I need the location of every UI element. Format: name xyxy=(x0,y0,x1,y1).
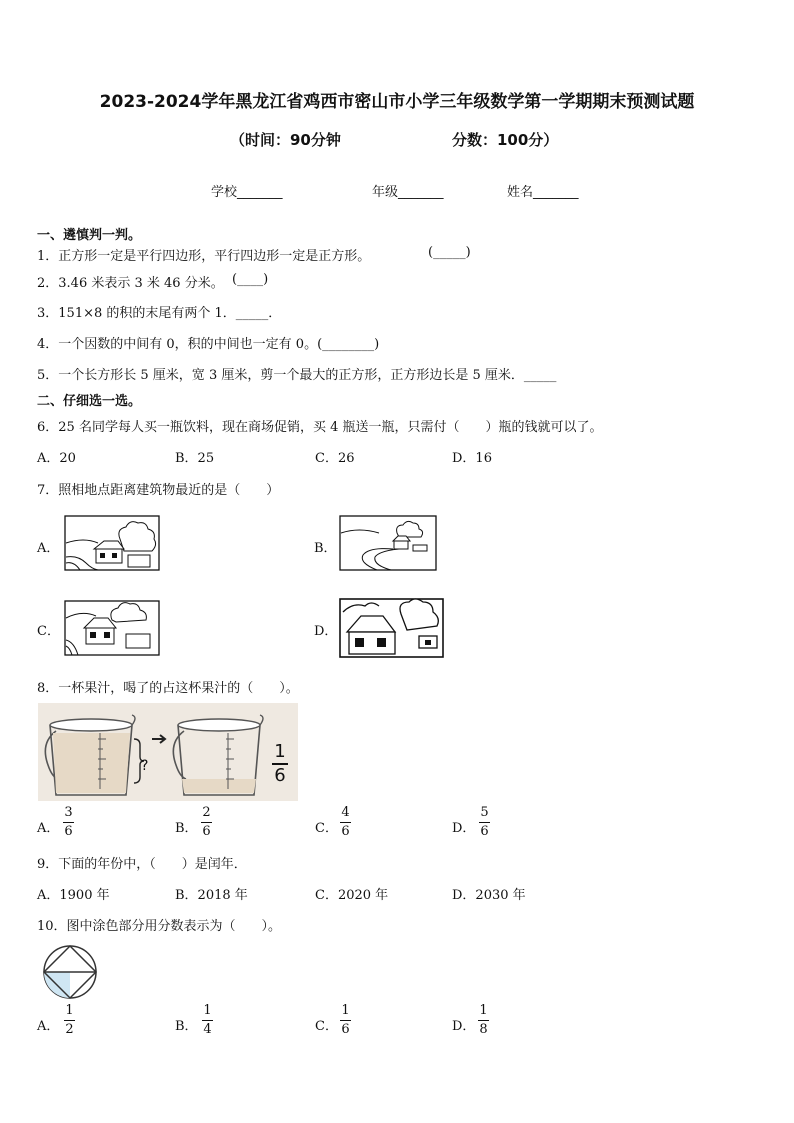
denominator: 2 xyxy=(65,1022,74,1037)
denominator: 6 xyxy=(64,824,73,839)
q6-option-a[interactable]: A．20 xyxy=(37,451,76,466)
q8-option-d-fraction[interactable] xyxy=(479,806,490,839)
juice-cups-illustration xyxy=(38,703,298,801)
denominator: 6 xyxy=(202,824,211,839)
numerator: 1 xyxy=(341,1003,350,1018)
fraction-bar xyxy=(478,1020,489,1021)
denominator: 6 xyxy=(341,824,350,839)
juice-cups-image xyxy=(38,703,298,801)
numerator: 1 xyxy=(479,1003,488,1018)
q10-option-c-label[interactable]: C． xyxy=(315,1019,338,1034)
q9-option-c[interactable]: C．2020 年 xyxy=(315,888,389,903)
q9-option-d[interactable]: D．2030 年 xyxy=(452,888,526,903)
fraction-bar xyxy=(340,1020,351,1021)
answer-blank-1[interactable]: (_____) xyxy=(428,245,471,260)
picture-fraction xyxy=(272,743,288,785)
denominator: 4 xyxy=(203,1022,212,1037)
q10-option-b-label[interactable]: B． xyxy=(175,1019,198,1034)
q8-option-a-label[interactable]: A． xyxy=(37,821,60,836)
name-field[interactable]: 姓名_______ xyxy=(507,185,579,200)
question-3: 3．151×8 的积的末尾有两个 1．_____． xyxy=(37,306,282,321)
q9-option-a[interactable]: A．1900 年 xyxy=(37,888,110,903)
house-photo-a-image xyxy=(64,515,160,571)
fraction-bar xyxy=(340,822,351,823)
q6-option-b[interactable]: B．25 xyxy=(175,451,215,466)
fraction-bar xyxy=(63,822,74,823)
q10-option-a-fraction[interactable] xyxy=(64,1004,75,1037)
numerator: 3 xyxy=(64,805,73,820)
exam-score: 分数：100分） xyxy=(452,131,559,149)
house-photo-c-image xyxy=(64,600,160,656)
question-10: 10．图中涂色部分用分数表示为（ ）。 xyxy=(37,919,282,934)
question-1: 1．正方形一定是平行四边形，平行四边形一定是正方形。 xyxy=(37,249,371,264)
q9-option-b[interactable]: B．2018 年 xyxy=(175,888,248,903)
school-field[interactable]: 学校_______ xyxy=(211,185,283,200)
numerator: 5 xyxy=(480,805,489,820)
q10-option-c-fraction[interactable] xyxy=(340,1004,351,1037)
q6-option-d[interactable]: D．16 xyxy=(452,451,492,466)
question-9: 9．下面的年份中，（ ）是闰年． xyxy=(37,857,247,872)
question-8: 8．一杯果汁，喝了的占这杯果汁的（ ）。 xyxy=(37,681,299,696)
q7-option-b-label[interactable]: B． xyxy=(314,541,337,556)
question-5: 5．一个长方形长 5 厘米，宽 3 厘米，剪一个最大的正方形，正方形边长是 5 厘米．_____ xyxy=(37,368,557,383)
page-title: 2023-2024学年黑龙江省鸡西市密山市小学三年级数学第一学期期末预测试题 xyxy=(99,92,695,112)
exam-time: （时间：90分钟 xyxy=(230,131,341,149)
section-heading-choice: 二、仔细选一选。 xyxy=(37,394,142,409)
q6-option-c[interactable]: C．26 xyxy=(315,451,355,466)
denominator: 6 xyxy=(480,824,489,839)
question-6: 6．25 名同学每人买一瓶饮料，现在商场促销，买 4 瓶送一瓶，只需付（ ）瓶的钱就可以了。 xyxy=(37,420,603,435)
section-heading-judge: 一、遴慎判一判。 xyxy=(37,228,142,243)
q10-option-b-fraction[interactable] xyxy=(202,1004,213,1037)
circle-square-figure xyxy=(40,944,100,1000)
fraction-bar xyxy=(479,822,490,823)
q8-option-c-fraction[interactable] xyxy=(340,806,351,839)
question-4: 4．一个因数的中间有 0，积的中间也一定有 0。(________) xyxy=(37,337,380,352)
q7-option-d-label[interactable]: D． xyxy=(314,624,338,639)
question-7: 7．照相地点距离建筑物最近的是（ ） xyxy=(37,483,280,498)
q8-option-a-fraction[interactable] xyxy=(63,806,74,839)
q10-option-a-label[interactable]: A． xyxy=(37,1019,60,1034)
house-photo-b-image xyxy=(339,515,437,571)
q10-option-d-fraction[interactable] xyxy=(478,1004,489,1037)
denominator: 6 xyxy=(341,1022,350,1037)
house-photo-d-image xyxy=(339,598,444,658)
picture-fraction-numerator: 1 xyxy=(274,741,286,762)
question-2: 2．3.46 米表示 3 米 46 分米。 xyxy=(37,276,224,291)
q10-option-d-label[interactable]: D． xyxy=(452,1019,476,1034)
question-mark-label: ? xyxy=(141,758,149,774)
q7-option-a-label[interactable]: A． xyxy=(37,541,60,556)
picture-fraction-denominator: 6 xyxy=(274,765,286,786)
fraction-bar xyxy=(202,1020,213,1021)
numerator: 2 xyxy=(202,805,211,820)
q8-option-d-label[interactable]: D． xyxy=(452,821,476,836)
q8-option-b-label[interactable]: B． xyxy=(175,821,198,836)
q8-option-b-fraction[interactable] xyxy=(201,806,212,839)
numerator: 4 xyxy=(341,805,350,820)
numerator: 1 xyxy=(65,1003,74,1018)
answer-blank-2[interactable]: (____) xyxy=(232,272,269,287)
q7-option-c-label[interactable]: C． xyxy=(37,624,60,639)
grade-field[interactable]: 年级_______ xyxy=(372,185,444,200)
numerator: 1 xyxy=(203,1003,212,1018)
denominator: 8 xyxy=(479,1022,488,1037)
fraction-bar xyxy=(64,1020,75,1021)
q8-option-c-label[interactable]: C． xyxy=(315,821,338,836)
fraction-bar xyxy=(201,822,212,823)
